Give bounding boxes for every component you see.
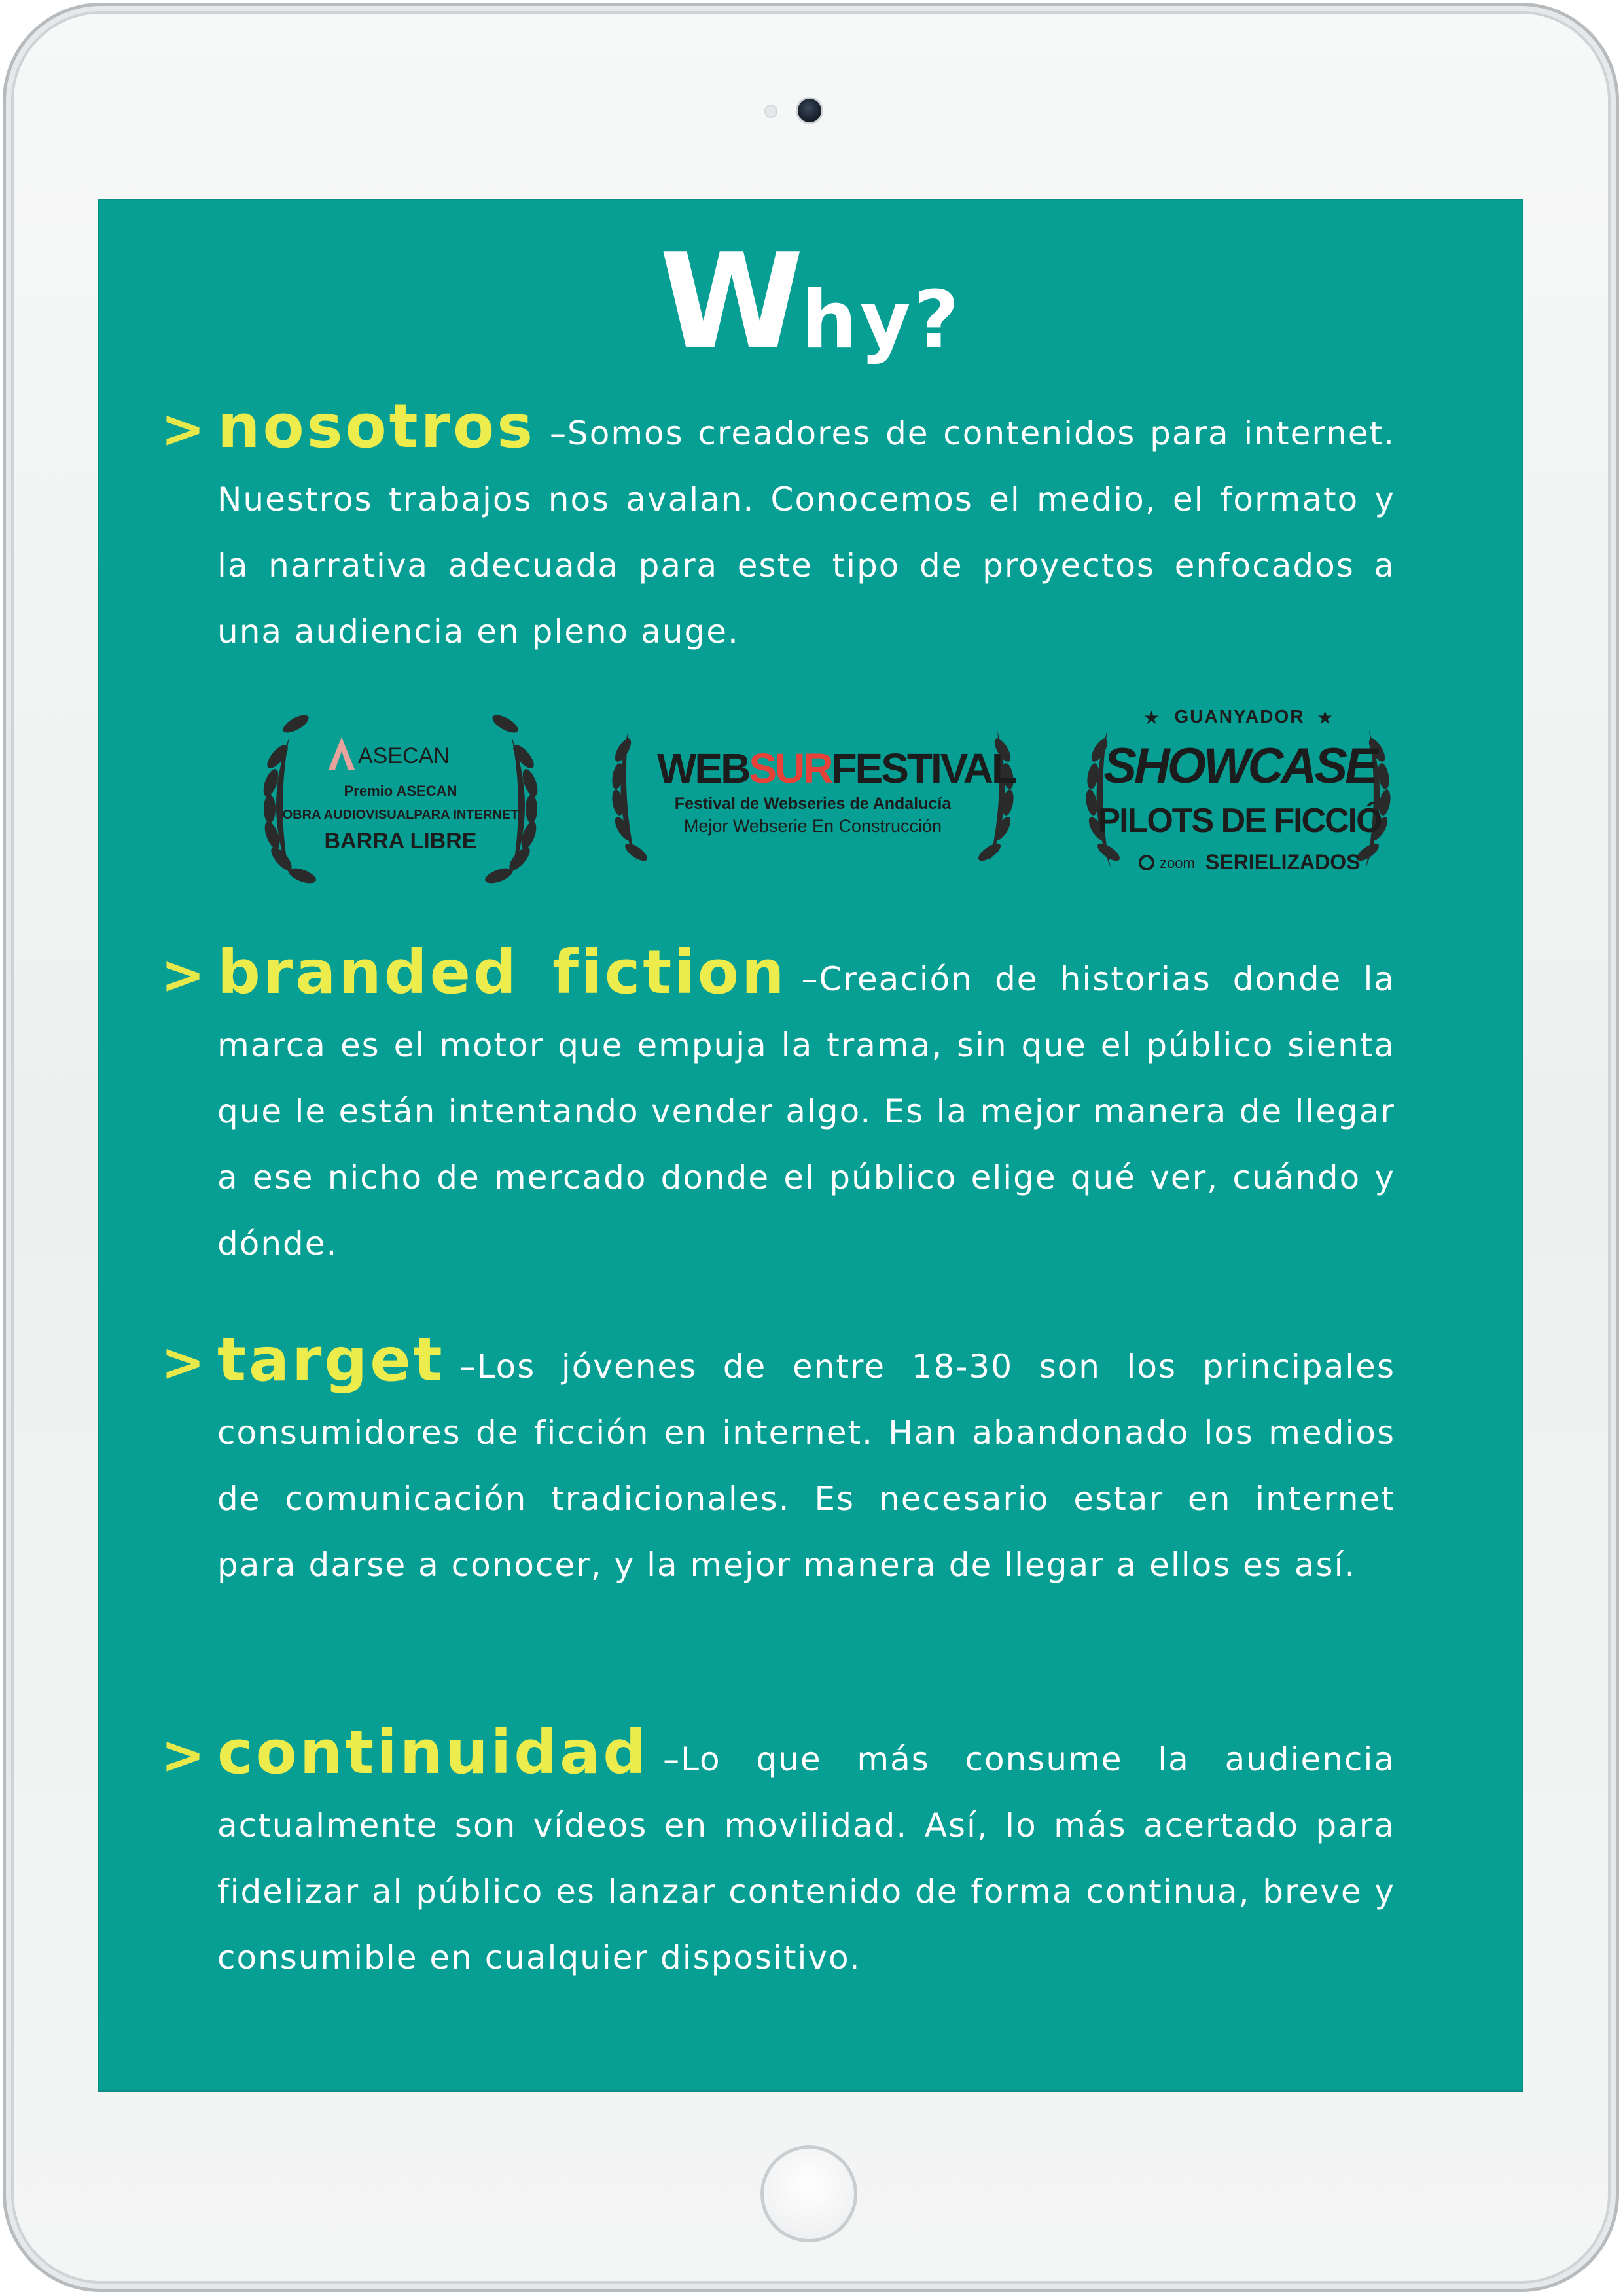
page-title [99,226,1522,378]
award-line2: PILOTS DE FICCIÓ [1097,802,1382,840]
award-top: GUANYADOR [1174,706,1305,726]
chevron-right-icon: > [161,944,207,1005]
section-text: –Creación de historias donde la marca es el motor que empuja la trama, sin que el público sienta que le están intentando vender algo. Es la mejor manera de llegar a ese nicho de mercado donde el público elige qué ver, cuándo y dónde. [217,960,1395,1263]
chevron-right-icon: > [161,399,207,459]
section-keyword: nosotros [217,391,535,461]
laurel-left-icon [260,711,318,886]
award-title: WEBSURFESTIVAL [657,745,1016,792]
section-branded-fiction [161,937,1395,1277]
award-foot1: zoom [1160,855,1195,871]
award-line1: SHOWCASE [1103,738,1376,794]
award-line2: Mejor Webserie En Construcción [683,816,942,836]
home-button[interactable] [760,2145,857,2242]
chevron-right-icon: > [161,1332,207,1393]
laurel-right-icon [483,711,541,886]
award-showcase [1068,698,1408,914]
section-text: –Somos creadores de contenidos para internet. Nuestros trabajos nos avalan. Conocemos el medio, el formato y la narrativa adecuada para este tipo de proyectos enfocados a una audiencia en pleno auge. [217,414,1395,651]
award-websur [597,698,1029,914]
star-icon: ★ [1143,708,1160,728]
award-foot2: SERIELIZADOS [1205,850,1361,874]
title-first-letter: W [659,226,802,378]
screen [99,200,1522,2090]
zoom-logo-icon [1140,856,1153,869]
section-keyword: branded fiction [217,937,787,1007]
asecan-logo-icon [329,737,355,770]
title-rest: hy? [801,275,962,366]
front-camera [798,99,821,122]
award-asecan [250,698,551,914]
section-nosotros [161,391,1395,665]
section-text: –Lo que más consume la audiencia actualmente son vídeos en movilidad. Así, lo más acertado para fidelizar al público es lanzar contenido de forma continua, breve y consumible en cualquier dispositivo. [217,1740,1395,1977]
laurel-left-icon [611,730,650,864]
award-line2: BARRA LIBRE [324,829,477,853]
award-sub: Premio ASECAN [344,783,457,799]
chevron-right-icon: > [161,1725,207,1785]
section-continuidad [161,1717,1395,1991]
star-icon: ★ [1317,708,1334,728]
awards-row [99,698,1522,914]
section-keyword: continuidad [217,1717,649,1787]
award-line1: Festival de Webseries de Andalucía [674,795,952,813]
section-target [161,1325,1395,1598]
light-sensor [764,105,777,118]
award-org: ASECAN [358,744,450,768]
section-keyword: target [217,1325,445,1395]
award-line1: OBRA AUDIOVISUALPARA INTERNET [282,808,519,822]
section-text: –Los jóvenes de entre 18-30 son los principales consumidores de ficción en internet. Han abandonado los medios de comunicación tradicionales. Es necesario estar en internet para darse a conocer, y la mejor manera de llegar a ellos es así. [217,1348,1395,1584]
